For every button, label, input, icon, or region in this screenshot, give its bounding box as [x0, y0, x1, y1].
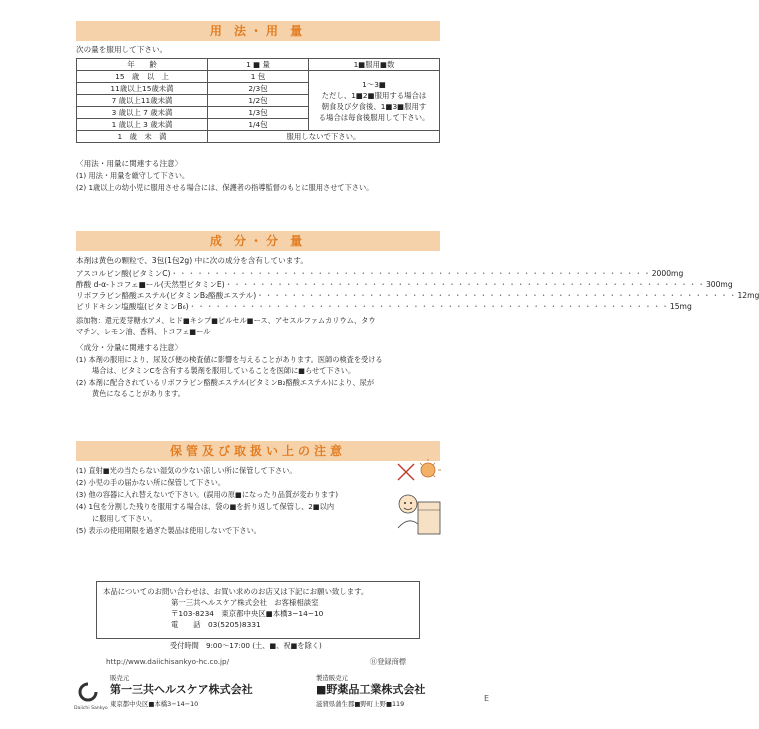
- ingredient-amount: 15mg: [669, 302, 692, 311]
- frequency-header: 1■服用■数: [309, 59, 440, 71]
- age-cell: 1 歳 未 満: [77, 131, 208, 143]
- ingredients-note: 場合は、ビタミンCを含有する製剤を服用していることを医師に■らせて下さい。: [92, 366, 356, 375]
- storage-item: (4) 1包を分割した残りを服用する場合は、袋の■を折り返して保管し、2■以内: [76, 502, 335, 511]
- logo-caption: Daiichi Sankyo: [74, 706, 108, 711]
- table-row: [77, 131, 440, 143]
- leader-dots: ・・・・・・・・・・・・・・・・・・・・・・・・・・・・・・・・・・・・・・・・・・・・・・・・・・・・・・・・: [224, 280, 706, 289]
- frequency-line: 朝食及び夕食後、1■3■服用す: [321, 101, 427, 111]
- contact-line: 本品についてのお問い合わせは、お買い求めのお店又は下記にお願い致します。: [103, 587, 369, 596]
- maker-name: ■野薬品工業株式会社: [316, 683, 426, 696]
- dosage-table: [76, 58, 440, 143]
- dose-cell: 1 包: [208, 71, 309, 83]
- dose-header: 1 ■ 量: [208, 59, 309, 71]
- maker-label: 製造販売元: [316, 674, 348, 682]
- usage-notes-title: 〈用法・用量に関連する注意〉: [76, 159, 183, 168]
- list-item: [76, 279, 733, 290]
- usage-heading: 用 法・用 量: [76, 21, 440, 41]
- usage-note: (1) 用法・用量を厳守して下さい。: [76, 171, 190, 180]
- leader-dots: ・・・・・・・・・・・・・・・・・・・・・・・・・・・・・・・・・・・・・・・・・・・・・・・・・・・・・・・・: [170, 269, 652, 278]
- frequency-line: 1〜3■: [362, 79, 386, 89]
- storage-item: (3) 他の容器に入れ替えないで下さい。(誤用の原■になったり品質が変わります): [76, 490, 339, 499]
- ingredients-notes-title: 〈成分・分量に関連する注意〉: [76, 343, 183, 352]
- frequency-line: ただし、1■2■服用する場合は: [321, 90, 427, 100]
- age-cell: 11歳以上15歳未満: [77, 83, 208, 95]
- frequency-cell: [309, 71, 440, 131]
- ingredients-intro: 本剤は黄色の顆粒で、3包(1包2g) 中に次の成分を含有しています。: [76, 256, 308, 265]
- contact-line: 第一三共ヘルスケア株式会社 お客様相談室: [171, 598, 319, 607]
- page-mark: E: [484, 694, 490, 703]
- seller-name: 第一三共ヘルスケア株式会社: [110, 683, 253, 696]
- leader-dots: ・・・・・・・・・・・・・・・・・・・・・・・・・・・・・・・・・・・・・・・・・・・・・・・・・・・・・・・・: [188, 302, 670, 311]
- list-item: [76, 290, 759, 301]
- contact-line: 〒103-8234 東京都中央区■本橋3−14−10: [171, 609, 324, 618]
- ingredients-note: (2) 本剤に配合されているリボフラビン酪酸エステル(ビタミンB₂酪酸エステル)により、尿が: [76, 378, 375, 387]
- dose-cell: 1/3包: [208, 107, 309, 119]
- maker-address: 滋賀県蒲生郡■野町上野■119: [316, 700, 405, 708]
- dose-cell: 2/3包: [208, 83, 309, 95]
- storage-item: (2) 小児の手の届かない所に保管して下さい。: [76, 478, 226, 487]
- ingredient-amount: 2000mg: [651, 269, 684, 278]
- list-item: [76, 268, 684, 279]
- ingredients-heading: 成 分・分 量: [76, 231, 440, 251]
- ingredient-name: ピリドキシン塩酸塩(ビタミンB₆): [76, 302, 189, 311]
- contact-hours: 受付時間 9:00〜17:00 (土、■、祝■を除く): [170, 641, 322, 650]
- ingredient-name: 酢酸 d-α-トコフェ■ール(天然型ビタミンE): [76, 280, 225, 289]
- ingredients-note: (1) 本剤の服用により、尿及び便の検査値に影響を与えることがあります。医師の検査を受ける: [76, 355, 383, 364]
- ingredient-amount: 12mg: [737, 291, 759, 300]
- age-cell: 15 歳 以 上: [77, 71, 208, 83]
- age-cell: 7 歳以上11歳未満: [77, 95, 208, 107]
- additives-line: マチン、レモン油、香料、トコフェ■ール: [76, 327, 211, 336]
- dose-cell: 1/4包: [208, 119, 309, 131]
- usage-note: (2) 1歳以上の幼小児に服用させる場合には、保護者の指導監督のもとに服用させて下さい。: [76, 183, 374, 192]
- age-cell: 1 歳以上 3 歳未満: [77, 119, 208, 131]
- storage-item: (5) 表示の使用期限を過ぎた製品は使用しないで下さい。: [76, 526, 261, 535]
- table-row: [77, 71, 440, 83]
- age-header: 年 齢: [77, 59, 208, 71]
- seller-address: 東京都中央区■本橋3−14−10: [110, 700, 199, 708]
- sun-icon: [421, 463, 435, 477]
- additives-line: 添加物：還元麦芽糖水アメ、ヒド■キシプ■ピルセル■ース、アセスルファムカリウム、タウ: [76, 316, 376, 325]
- ingredients-note: 黄色になることがあります。: [92, 389, 185, 398]
- ingredient-amount: 300mg: [705, 280, 733, 289]
- daiichi-sankyo-logo-icon: [78, 682, 98, 702]
- storage-item: (1) 直射■光の当たらない湿気の少ない涼しい所に保管して下さい。: [76, 466, 297, 475]
- dose-cell: 服用しないで下さい。: [208, 131, 440, 143]
- trademark-note: Ⓡ登録商標: [370, 657, 406, 666]
- dose-cell: 1/2包: [208, 95, 309, 107]
- ingredient-name: アスコルビン酸(ビタミンC): [76, 269, 171, 278]
- contact-box: [96, 581, 420, 639]
- usage-intro: 次の量を服用して下さい。: [76, 45, 168, 54]
- ingredients-list: [76, 268, 759, 312]
- box-icon: [418, 502, 440, 534]
- leader-dots: ・・・・・・・・・・・・・・・・・・・・・・・・・・・・・・・・・・・・・・・・・・・・・・・・・・・・・・・・: [256, 291, 738, 300]
- storage-illustration: [392, 458, 444, 542]
- list-item: [76, 301, 692, 312]
- age-cell: 3 歳以上 7 歳未満: [77, 107, 208, 119]
- storage-heading: 保管及び取扱い上の注意: [76, 441, 440, 461]
- child-icon: [399, 495, 417, 513]
- ingredient-name: リボフラビン酪酸エステル(ビタミンB₂酪酸エステル): [76, 291, 257, 300]
- seller-label: 販売元: [110, 674, 130, 682]
- frequency-line: る場合は毎食後服用して下さい。: [318, 112, 430, 122]
- storage-item: に服用して下さい。: [92, 514, 157, 523]
- url-link[interactable]: http://www.daiichisankyo-hc.co.jp/: [106, 657, 230, 666]
- contact-line: 電 話 03(5205)8331: [171, 620, 261, 629]
